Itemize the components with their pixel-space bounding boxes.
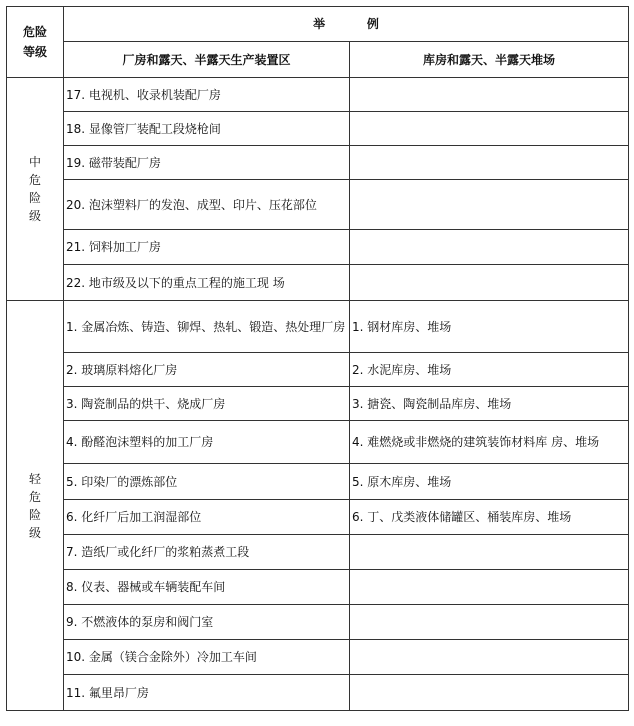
table-row bbox=[7, 230, 629, 265]
storage-example-cell bbox=[350, 675, 629, 711]
storage-example-cell: 6. 丁、戊类液体储罐区、桶装库房、堆场 bbox=[350, 500, 629, 535]
factory-example-cell: 17. 电视机、收录机装配厂房 bbox=[64, 78, 350, 112]
factory-example-cell: 18. 显像管厂装配工段烧枪间 bbox=[64, 112, 350, 146]
storage-example-cell bbox=[350, 146, 629, 180]
storage-example-cell bbox=[350, 570, 629, 605]
hazard-level-table bbox=[6, 6, 629, 711]
factory-example-cell: 5. 印染厂的漂炼部位 bbox=[64, 464, 350, 500]
storage-example-cell bbox=[350, 78, 629, 112]
hazard-level-light: 轻 危 险 级 bbox=[7, 301, 64, 711]
storage-example-cell bbox=[350, 640, 629, 675]
header-examples: 举 例 bbox=[64, 7, 629, 42]
storage-example-cell bbox=[350, 112, 629, 146]
header-factory-column: 厂房和露天、半露天生产装置区 bbox=[64, 42, 350, 78]
storage-example-cell bbox=[350, 180, 629, 230]
table-row bbox=[7, 353, 629, 387]
table-row bbox=[7, 535, 629, 570]
table-row bbox=[7, 265, 629, 301]
table-row bbox=[7, 78, 629, 112]
storage-example-cell bbox=[350, 605, 629, 640]
storage-example-cell: 5. 原木库房、堆场 bbox=[350, 464, 629, 500]
table-row bbox=[7, 146, 629, 180]
factory-example-cell: 9. 不燃液体的泵房和阀门室 bbox=[64, 605, 350, 640]
factory-example-cell: 8. 仪表、器械或车辆装配车间 bbox=[64, 570, 350, 605]
factory-example-cell: 4. 酚醛泡沫塑料的加工厂房 bbox=[64, 421, 350, 464]
factory-example-cell: 10. 金属（镁合金除外）冷加工车间 bbox=[64, 640, 350, 675]
table-row bbox=[7, 640, 629, 675]
table-row bbox=[7, 180, 629, 230]
storage-example-cell: 1. 钢材库房、堆场 bbox=[350, 301, 629, 353]
table-row bbox=[7, 675, 629, 711]
factory-example-cell: 1. 金属冶炼、铸造、铆焊、热轧、锻造、热处理厂房 bbox=[64, 301, 350, 353]
hazard-level-medium: 中 危 险 级 bbox=[7, 78, 64, 301]
header-storage-column: 库房和露天、半露天堆场 bbox=[350, 42, 629, 78]
factory-example-cell: 19. 磁带装配厂房 bbox=[64, 146, 350, 180]
table-row bbox=[7, 301, 629, 353]
table-row bbox=[7, 387, 629, 421]
table-row bbox=[7, 112, 629, 146]
factory-example-cell: 22. 地市级及以下的重点工程的施工现 场 bbox=[64, 265, 350, 301]
factory-example-cell: 20. 泡沫塑料厂的发泡、成型、印片、压花部位 bbox=[64, 180, 350, 230]
table-row bbox=[7, 570, 629, 605]
table-row bbox=[7, 605, 629, 640]
factory-example-cell: 7. 造纸厂或化纤厂的浆粕蒸煮工段 bbox=[64, 535, 350, 570]
storage-example-cell bbox=[350, 535, 629, 570]
factory-example-cell: 2. 玻璃原料熔化厂房 bbox=[64, 353, 350, 387]
table-row bbox=[7, 500, 629, 535]
storage-example-cell bbox=[350, 265, 629, 301]
header-hazard-level: 危险 等级 bbox=[7, 7, 64, 78]
factory-example-cell: 6. 化纤厂后加工润湿部位 bbox=[64, 500, 350, 535]
storage-example-cell bbox=[350, 230, 629, 265]
table-row bbox=[7, 421, 629, 464]
storage-example-cell: 4. 难燃烧或非燃烧的建筑装饰材料库 房、堆场 bbox=[350, 421, 629, 464]
factory-example-cell: 11. 氟里昂厂房 bbox=[64, 675, 350, 711]
storage-example-cell: 2. 水泥库房、堆场 bbox=[350, 353, 629, 387]
factory-example-cell: 21. 饲料加工厂房 bbox=[64, 230, 350, 265]
factory-example-cell: 3. 陶瓷制品的烘干、烧成厂房 bbox=[64, 387, 350, 421]
storage-example-cell: 3. 搪瓷、陶瓷制品库房、堆场 bbox=[350, 387, 629, 421]
table-row bbox=[7, 464, 629, 500]
